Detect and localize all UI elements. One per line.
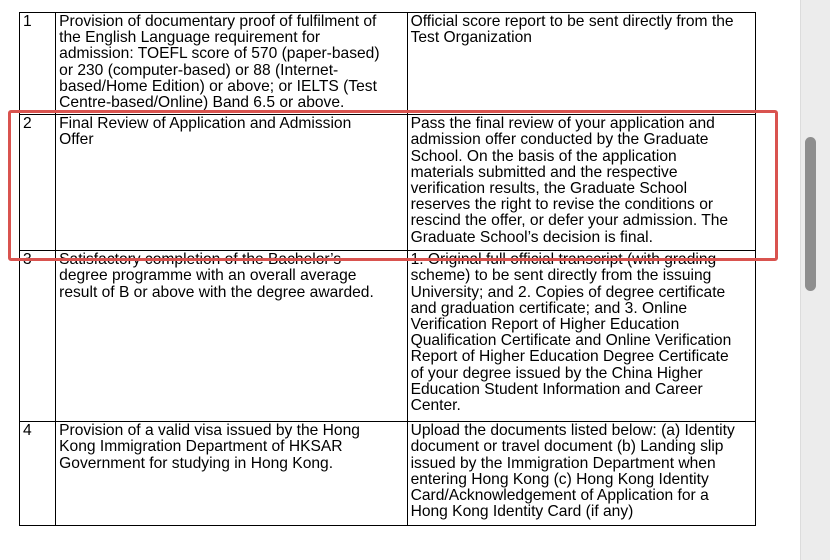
evidence-cell: Official score report to be sent directly from the Test Organization — [407, 13, 755, 115]
condition-cell: Provision of documentary proof of fulfilment of the English Language requirement for admission: TOEFL score of 570 (paper-based) or 230 (computer-based) or 88 (Internet- based/Home Edition) or above; or IELTS (Test Centre-based/Online) Band 6.5 or above. — [56, 13, 407, 115]
condition-cell: Provision of a valid visa issued by the Hong Kong Immigration Department of HKSAR Government for studying in Hong Kong. — [56, 422, 407, 526]
evidence-cell: Upload the documents listed below: (a) Identity document or travel document (b) Landing slip issued by the Immigration Department when entering Hong Kong (c) Hong Kong Identity Card/Acknowledgement of Application for a Hong Kong Identity Card (if any) — [407, 422, 755, 526]
condition-cell: Final Review of Application and Admission Offer — [56, 115, 407, 251]
table-row — [20, 13, 756, 115]
scrollbar-thumb[interactable] — [805, 137, 816, 291]
row-number: 1 — [20, 13, 56, 115]
evidence-cell: 1. Original full official transcript (with grading scheme) to be sent directly from the issuing University; and 2. Copies of degree certificate and graduation certificate; and 3. Online Verification Report of Higher Education Qualification Certificate and Online Verification Report of Higher Education Degree Certificate of your degree issued by the China Higher Education Student Information and Career Center. — [407, 251, 755, 422]
table-row — [20, 115, 756, 251]
conditions-table — [19, 12, 756, 526]
table-row — [20, 251, 756, 422]
row-number: 4 — [20, 422, 56, 526]
row-number: 3 — [20, 251, 56, 422]
table-row — [20, 422, 756, 526]
condition-cell: Satisfactory completion of the Bachelor’s degree programme with an overall average result of B or above with the degree awarded. — [56, 251, 407, 422]
evidence-cell: Pass the final review of your application and admission offer conducted by the Graduate School. On the basis of the application materials submitted and the respective verification results, the Graduate School reserves the right to revise the conditions or rescind the offer, or defer your admission. The Graduate School’s decision is final. — [407, 115, 755, 251]
row-number: 2 — [20, 115, 56, 251]
